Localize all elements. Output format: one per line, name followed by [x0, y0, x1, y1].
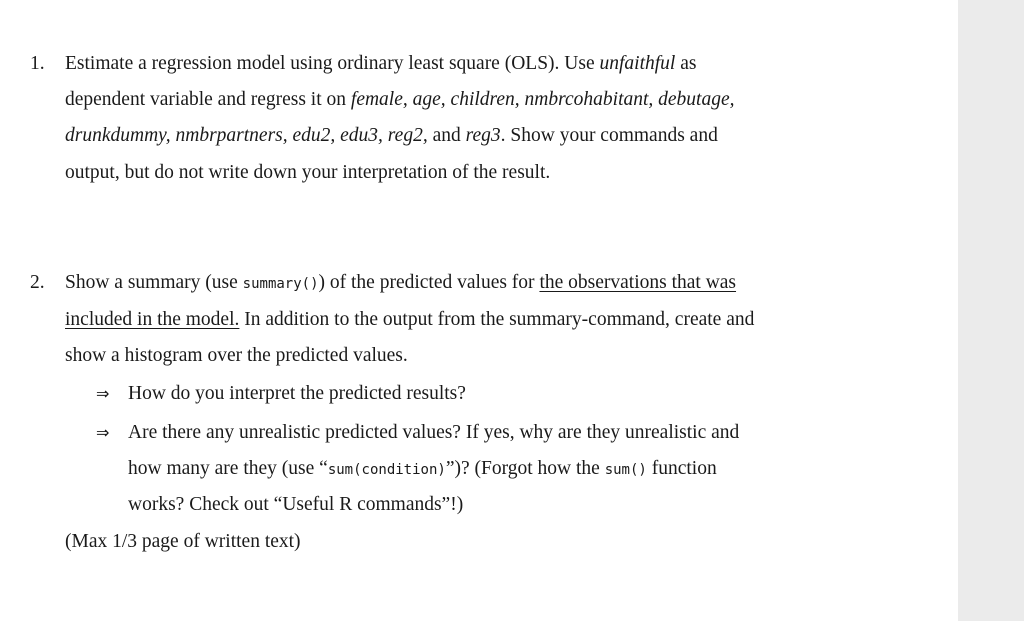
- bullet-2-line-1: Are there any unrealistic predicted values? If yes, why are they unrealistic and: [128, 422, 740, 443]
- q2-underlined-text-2: included in the model.: [65, 309, 240, 330]
- question-2-line-2: [65, 308, 754, 332]
- q1-line1-text-c: as: [675, 53, 697, 74]
- q2-underlined-text-1: the observations that was: [539, 272, 737, 293]
- b2-line2-text-a: how many are they (use “: [128, 458, 328, 479]
- b2-line2-text-c: function: [646, 458, 717, 479]
- question-1-line-4: output, but do not write down your interpretation of the result.: [65, 162, 551, 183]
- q1-line3-text-d: . Show your commands and: [500, 125, 718, 146]
- b2-line2-text-b: ”)? (Forgot how the: [445, 458, 605, 479]
- q1-line3-and: and: [427, 125, 466, 146]
- q1-line1-text-a: Estimate a regression model using ordinary least square (OLS). Use: [65, 53, 600, 74]
- question-1-line-3: [65, 124, 718, 148]
- q1-variable-reg3: reg3: [465, 125, 501, 146]
- b2-code-sum-condition: sum(condition): [327, 462, 446, 478]
- question-1-number: 1.: [30, 53, 45, 74]
- q2-line2-text-b: In addition to the output from the summary-command, create and: [239, 309, 755, 330]
- page-limit-note: (Max 1/3 page of written text): [65, 531, 301, 552]
- q2-line1-text-a: Show a summary (use: [65, 272, 243, 293]
- bullet-2-line-3: works? Check out “Useful R commands”!): [128, 494, 464, 515]
- q1-line2-text-a: dependent variable and regress it on: [65, 89, 351, 110]
- b2-code-sum: sum(): [604, 462, 647, 478]
- implies-arrow-icon: ⇒: [96, 384, 110, 403]
- q1-variable-unfaithful: unfaithful: [599, 53, 676, 74]
- q1-variables-list-2: drunkdummy, nmbrpartners, edu2, edu3, reg2,: [65, 125, 428, 146]
- q1-variables-list-1: female, age, children, nmbrcohabitant, debutage,: [350, 89, 735, 110]
- q2-code-summary: summary(): [242, 276, 319, 292]
- implies-arrow-icon: ⇒: [96, 423, 110, 442]
- question-2-line-1: [65, 271, 736, 296]
- page-margin-strip: [958, 0, 1024, 621]
- question-1-line-1: [65, 52, 696, 76]
- question-2-number: 2.: [30, 272, 45, 293]
- bullet-2-line-2: [128, 457, 717, 482]
- question-1-line-2: [65, 88, 735, 112]
- question-2-line-3: show a histogram over the predicted values.: [65, 345, 408, 366]
- q2-line1-text-b: ) of the predicted values for: [318, 272, 540, 293]
- bullet-1-line-1: How do you interpret the predicted results?: [128, 383, 466, 404]
